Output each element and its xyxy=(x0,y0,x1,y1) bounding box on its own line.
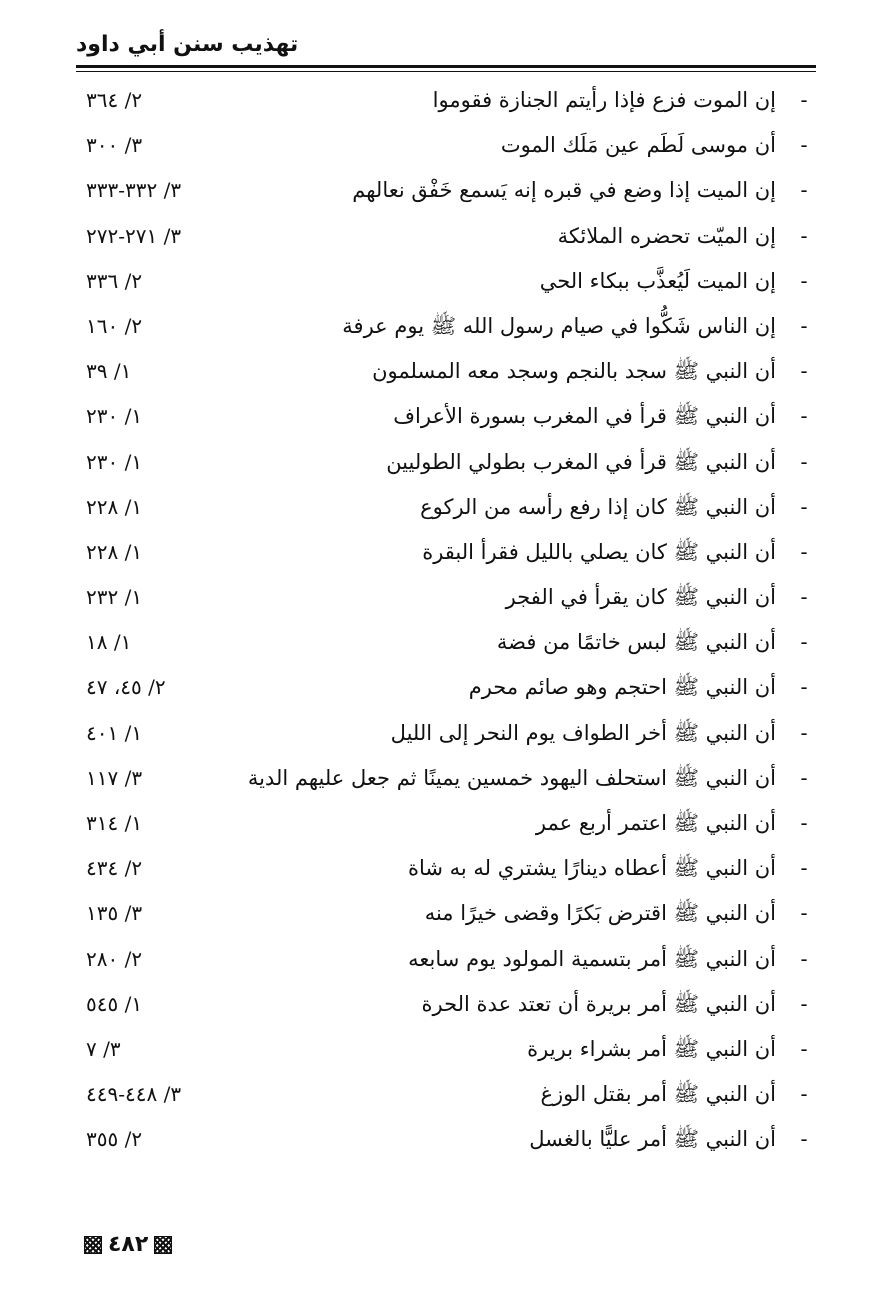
entry-volume-page-ref: ٢/ ٣٦٤ xyxy=(86,88,143,112)
entry-volume-page-ref: ١/ ٢٣٠ xyxy=(86,449,143,474)
entry-hadith-text: أن النبي ﷺ أمر بقتل الوزغ xyxy=(540,1082,776,1107)
header-rule-thick xyxy=(76,65,816,68)
entry-volume-page-ref: ٢/ ٤٣٤ xyxy=(86,856,143,881)
index-entry xyxy=(82,665,812,710)
entry-hadith-text: أن النبي ﷺ احتجم وهو صائم محرم xyxy=(468,675,776,700)
entry-volume-page-ref: ١/ ١٨ xyxy=(86,630,132,655)
index-entry xyxy=(82,440,812,485)
index-entry xyxy=(82,756,812,801)
entry-hadith-text: أن النبي ﷺ كان إذا رفع رأسه من الركوع xyxy=(420,494,776,519)
index-entry xyxy=(82,620,812,665)
entry-dash: - xyxy=(800,494,808,519)
index-entry xyxy=(82,530,812,575)
entry-hadith-text: إن الموت فزع فإذا رأيتم الجنازة فقوموا xyxy=(432,88,776,112)
entry-volume-page-ref: ٣/ ٣٠٠ xyxy=(86,133,143,158)
entry-volume-page-ref: ٢/ ٣٣٦ xyxy=(86,268,143,293)
index-entry xyxy=(82,891,812,936)
entry-hadith-text: أن النبي ﷺ أعطاه دينارًا يشتري له به شاة xyxy=(407,856,776,881)
index-entry xyxy=(82,168,812,213)
page-header xyxy=(76,28,816,64)
entry-volume-page-ref: ١/ ٢٣٢ xyxy=(86,585,143,610)
entry-dash: - xyxy=(800,313,808,338)
entry-dash: - xyxy=(800,765,808,790)
index-entry xyxy=(82,78,812,123)
entry-dash: - xyxy=(800,88,808,112)
entry-dash: - xyxy=(800,1127,808,1152)
entry-dash: - xyxy=(800,811,808,835)
entry-hadith-text: أن موسى لَطَم عين مَلَك الموت xyxy=(500,133,776,158)
entry-hadith-text: أن النبي ﷺ اقترض بَكرًا وقضى خيرًا منه xyxy=(424,901,776,926)
entry-dash: - xyxy=(800,404,808,429)
entry-hadith-text: إن الميت لَيُعذَّب ببكاء الحي xyxy=(539,268,776,293)
entry-dash: - xyxy=(800,630,808,655)
entry-hadith-text: إن الميت إذا وضع في قبره إنه يَسمع خَفْق نعالهم xyxy=(352,178,776,203)
diamond-ornament-icon xyxy=(154,1236,172,1254)
entry-volume-page-ref: ٣/ ١١٧ xyxy=(86,765,143,790)
index-entry xyxy=(82,801,812,846)
index-entry xyxy=(82,1027,812,1072)
entry-dash: - xyxy=(800,585,808,610)
index-entry xyxy=(82,575,812,620)
entry-volume-page-ref: ٢/ ٤٥، ٤٧ xyxy=(86,675,166,700)
index-entry xyxy=(82,1117,812,1162)
entry-dash: - xyxy=(800,359,808,384)
index-entry xyxy=(82,123,812,168)
entry-hadith-text: أن النبي ﷺ أخر الطواف يوم النحر إلى الليل xyxy=(390,720,776,745)
index-entry-list xyxy=(82,78,812,1163)
entry-dash: - xyxy=(800,539,808,564)
entry-volume-page-ref: ٢/ ٢٨٠ xyxy=(86,946,143,971)
book-title: تهذيب سنن أبي داود xyxy=(76,32,299,57)
index-entry xyxy=(82,711,812,756)
index-entry xyxy=(82,982,812,1027)
entry-volume-page-ref: ٣/ ٧ xyxy=(86,1036,121,1061)
index-entry xyxy=(82,394,812,439)
entry-dash: - xyxy=(800,1082,808,1107)
entry-hadith-text: أن النبي ﷺ كان يصلي بالليل فقرأ البقرة xyxy=(422,539,776,564)
entry-hadith-text: أن النبي ﷺ كان يقرأ في الفجر xyxy=(505,585,776,610)
entry-volume-page-ref: ٢/ ٣٥٥ xyxy=(86,1127,143,1152)
index-entry xyxy=(82,214,812,259)
index-entry xyxy=(82,349,812,394)
entry-hadith-text: أن النبي ﷺ أمر بشراء بريرة xyxy=(527,1036,776,1061)
index-entry xyxy=(82,259,812,304)
entry-hadith-text: إن الناس شَكُّوا في صيام رسول الله ﷺ يوم عرفة xyxy=(342,313,776,338)
entry-hadith-text: أن النبي ﷺ قرأ في المغرب بسورة الأعراف xyxy=(393,404,776,429)
entry-hadith-text: أن النبي ﷺ أمر عليًّا بالغسل xyxy=(529,1127,776,1152)
entry-volume-page-ref: ١/ ٣١٤ xyxy=(86,811,143,835)
entry-hadith-text: أن النبي ﷺ سجد بالنجم وسجد معه المسلمون xyxy=(372,359,776,384)
entry-volume-page-ref: ٣/ ٣٣٢-٣٣٣ xyxy=(86,178,182,203)
entry-volume-page-ref: ١/ ٢٢٨ xyxy=(86,539,143,564)
entry-dash: - xyxy=(800,1036,808,1061)
entry-volume-page-ref: ٢/ ١٦٠ xyxy=(86,313,143,338)
header-rule-thin xyxy=(76,71,816,72)
entry-dash: - xyxy=(800,223,808,248)
entry-volume-page-ref: ١/ ٣٩ xyxy=(86,359,132,384)
entry-dash: - xyxy=(800,901,808,926)
entry-dash: - xyxy=(800,991,808,1016)
index-entry xyxy=(82,485,812,530)
entry-hadith-text: أن النبي ﷺ استحلف اليهود خمسين يمينًا ثم جعل عليهم الدية xyxy=(247,765,776,790)
entry-volume-page-ref: ٣/ ١٣٥ xyxy=(86,901,143,926)
entry-dash: - xyxy=(800,268,808,293)
entry-dash: - xyxy=(800,178,808,203)
index-entry xyxy=(82,846,812,891)
entry-volume-page-ref: ٣/ ٤٤٨-٤٤٩ xyxy=(86,1082,182,1107)
index-entry xyxy=(82,937,812,982)
entry-hadith-text: إن الميّت تحضره الملائكة xyxy=(557,223,776,248)
entry-dash: - xyxy=(800,675,808,700)
entry-dash: - xyxy=(800,449,808,474)
entry-volume-page-ref: ٣/ ٢٧١-٢٧٢ xyxy=(86,223,182,248)
entry-dash: - xyxy=(800,720,808,745)
index-entry xyxy=(82,1072,812,1117)
entry-volume-page-ref: ١/ ٤٠١ xyxy=(86,720,143,745)
entry-dash: - xyxy=(800,946,808,971)
index-entry xyxy=(82,304,812,349)
entry-hadith-text: أن النبي ﷺ أمر بريرة أن تعتد عدة الحرة xyxy=(421,991,776,1016)
page-number: ٤٨٢ xyxy=(108,1232,149,1257)
entry-volume-page-ref: ١/ ٢٣٠ xyxy=(86,404,143,429)
entry-hadith-text: أن النبي ﷺ لبس خاتمًا من فضة xyxy=(496,630,776,655)
entry-dash: - xyxy=(800,133,808,158)
diamond-ornament-icon xyxy=(84,1236,102,1254)
entry-hadith-text: أن النبي ﷺ قرأ في المغرب بطولي الطوليين xyxy=(386,449,776,474)
entry-dash: - xyxy=(800,856,808,881)
entry-hadith-text: أن النبي ﷺ اعتمر أربع عمر xyxy=(535,811,776,835)
entry-volume-page-ref: ١/ ٥٤٥ xyxy=(86,991,143,1016)
entry-hadith-text: أن النبي ﷺ أمر بتسمية المولود يوم سابعه xyxy=(408,946,776,971)
entry-volume-page-ref: ١/ ٢٢٨ xyxy=(86,494,143,519)
page-footer xyxy=(84,1230,172,1260)
